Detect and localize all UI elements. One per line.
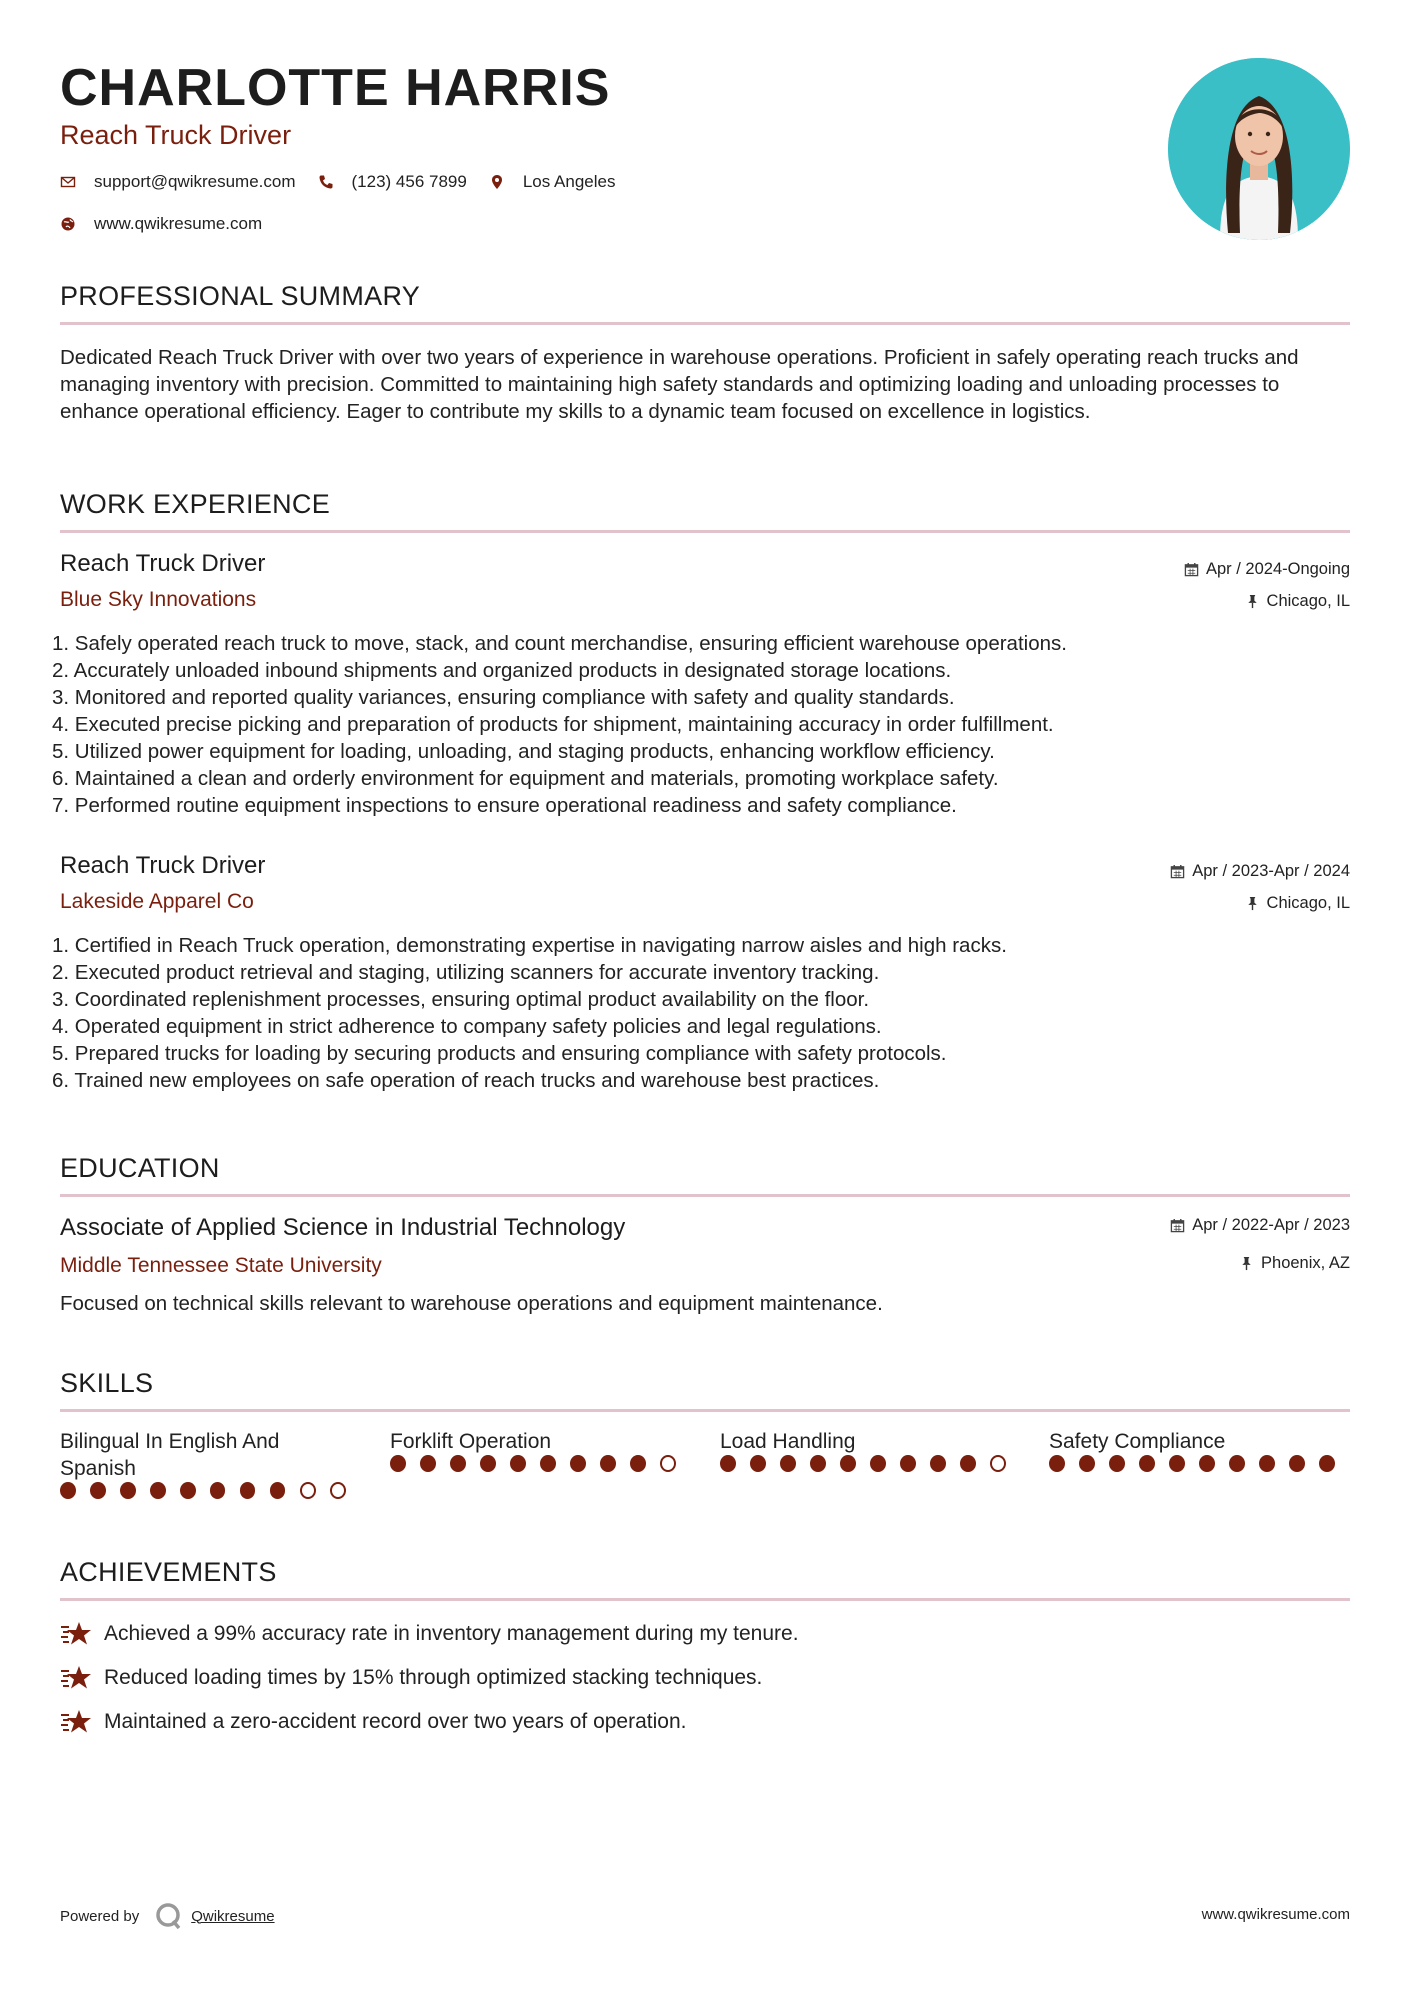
powered-by-label: Powered by: [60, 1907, 140, 1925]
pushpin-icon: [1245, 594, 1260, 609]
pushpin-icon: [1245, 896, 1260, 911]
skill-rating: [1049, 1455, 1349, 1472]
rating-dot-filled: [420, 1455, 436, 1472]
job-location: [1245, 592, 1350, 611]
qwikresume-logo-icon: [153, 1900, 185, 1932]
contact-email[interactable]: [60, 172, 296, 192]
section-divider: [60, 1409, 1350, 1412]
dates-text: Apr / 2023-Apr / 2024: [1192, 862, 1350, 880]
rating-dot-filled: [1049, 1455, 1065, 1472]
section-divider: [60, 1598, 1350, 1601]
contact-location: [489, 172, 616, 192]
rating-dot-filled: [480, 1455, 496, 1472]
education-heading: EDUCATION: [60, 1153, 220, 1183]
star-icon: [60, 1620, 92, 1648]
list-item: 2. Executed product retrieval and staging, utilizing scanners for accurate inventory tracking.: [52, 961, 880, 984]
phone-icon: [318, 174, 334, 190]
achievements-heading: ACHIEVEMENTS: [60, 1557, 277, 1587]
brand-link[interactable]: Qwikresume: [191, 1907, 275, 1925]
list-item: 6. Maintained a clean and orderly environment for equipment and materials, promoting workplace safety.: [52, 767, 999, 790]
rating-dot-filled: [780, 1455, 796, 1472]
section-divider: [60, 1194, 1350, 1197]
rating-dot-filled: [240, 1482, 256, 1499]
rating-dot-filled: [870, 1455, 886, 1472]
rating-dot-filled: [600, 1455, 616, 1472]
list-item: 1. Certified in Reach Truck operation, demonstrating expertise in navigating narrow aisles and high racks.: [52, 934, 1007, 957]
avatar: [1168, 58, 1350, 240]
rating-dot-empty: [300, 1482, 316, 1499]
footer-powered-by: [60, 1900, 275, 1932]
calendar-icon: [1184, 562, 1199, 577]
star-icon: [60, 1664, 92, 1692]
rating-dot-filled: [1139, 1455, 1155, 1472]
rating-dot-empty: [330, 1482, 346, 1499]
location-text: Chicago, IL: [1266, 894, 1350, 912]
rating-dot-filled: [210, 1482, 226, 1499]
star-icon: [60, 1708, 92, 1736]
job-title: Reach Truck Driver: [60, 852, 266, 879]
rating-dot-filled: [960, 1455, 976, 1472]
pushpin-icon: [1239, 1256, 1254, 1271]
rating-dot-filled: [1169, 1455, 1185, 1472]
rating-dot-filled: [1289, 1455, 1305, 1472]
job-bullets: [52, 630, 1352, 819]
job-bullets: [52, 932, 1352, 1094]
rating-dot-filled: [720, 1455, 736, 1472]
rating-dot-empty: [660, 1455, 676, 1472]
skills-heading: SKILLS: [60, 1368, 154, 1398]
achievement-item: [60, 1664, 762, 1692]
job-dates: [1184, 560, 1350, 579]
website-text: www.qwikresume.com: [94, 214, 263, 233]
rating-dot-filled: [1079, 1455, 1095, 1472]
achievement-text: Achieved a 99% accuracy rate in inventory management during my tenure.: [104, 1622, 799, 1645]
list-item: 1. Safely operated reach truck to move, stack, and count merchandise, ensuring efficient warehouse operations.: [52, 632, 1067, 655]
section-divider: [60, 322, 1350, 325]
skill-item: [1049, 1428, 1349, 1472]
location-text: Phoenix, AZ: [1261, 1254, 1350, 1272]
rating-dot-filled: [450, 1455, 466, 1472]
skill-rating: [390, 1455, 690, 1472]
list-item: 5. Utilized power equipment for loading, unloading, and staging products, enhancing workflow efficiency.: [52, 740, 995, 763]
rating-dot-filled: [390, 1455, 406, 1472]
map-pin-icon: [489, 174, 505, 190]
rating-dot-filled: [750, 1455, 766, 1472]
list-item: 2. Accurately unloaded inbound shipments and organized products in designated storage locations.: [52, 659, 952, 682]
rating-dot-filled: [1229, 1455, 1245, 1472]
list-item: 3. Monitored and reported quality variances, ensuring compliance with safety and quality standards.: [52, 686, 955, 709]
education-description: Focused on technical skills relevant to warehouse operations and equipment maintenance.: [60, 1292, 883, 1315]
skill-item: [720, 1428, 1020, 1472]
calendar-icon: [1170, 864, 1185, 879]
skill-item: [60, 1428, 360, 1499]
rating-dot-filled: [1259, 1455, 1275, 1472]
education-location: [1239, 1254, 1350, 1273]
achievement-item: [60, 1708, 686, 1736]
candidate-title: Reach Truck Driver: [60, 120, 292, 150]
skill-rating: [60, 1482, 360, 1499]
achievement-text: Reduced loading times by 15% through optimized stacking techniques.: [104, 1666, 763, 1689]
list-item: 7. Performed routine equipment inspections to ensure operational readiness and safety compliance.: [52, 794, 957, 817]
rating-dot-filled: [900, 1455, 916, 1472]
skill-name: Forklift Operation: [390, 1430, 552, 1453]
list-item: 4. Executed precise picking and preparation of products for shipment, maintaining accuracy in order fulfillment.: [52, 713, 1054, 736]
calendar-icon: [1170, 1218, 1185, 1233]
rating-dot-filled: [270, 1482, 286, 1499]
rating-dot-filled: [60, 1482, 76, 1499]
job-title: Reach Truck Driver: [60, 550, 266, 577]
location-text: Los Angeles: [522, 172, 616, 191]
contact-row-2: [60, 214, 284, 234]
rating-dot-filled: [180, 1482, 196, 1499]
rating-dot-filled: [570, 1455, 586, 1472]
section-divider: [60, 530, 1350, 533]
rating-dot-filled: [810, 1455, 826, 1472]
experience-heading: WORK EXPERIENCE: [60, 489, 331, 519]
rating-dot-filled: [840, 1455, 856, 1472]
education-dates: [1170, 1216, 1350, 1235]
list-item: 4. Operated equipment in strict adherence to company safety policies and legal regulations.: [52, 1015, 882, 1038]
skill-rating: [720, 1455, 1020, 1472]
dates-text: Apr / 2022-Apr / 2023: [1192, 1216, 1350, 1234]
summary-heading: PROFESSIONAL SUMMARY: [60, 281, 421, 311]
rating-dot-filled: [930, 1455, 946, 1472]
rating-dot-filled: [150, 1482, 166, 1499]
skill-name: Safety Compliance: [1049, 1430, 1226, 1453]
list-item: 5. Prepared trucks for loading by securing products and ensuring compliance with safety protocols.: [52, 1042, 947, 1065]
list-item: 3. Coordinated replenishment processes, ensuring optimal product availability on the floor.: [52, 988, 870, 1011]
envelope-icon: [60, 174, 76, 190]
achievement-item: [60, 1620, 799, 1648]
skill-name: Bilingual In English And Spanish: [60, 1430, 280, 1480]
rating-dot-filled: [120, 1482, 136, 1499]
rating-dot-empty: [990, 1455, 1006, 1472]
contact-website[interactable]: [60, 214, 262, 234]
company-name: Lakeside Apparel Co: [60, 890, 254, 913]
skill-item: [390, 1428, 690, 1472]
location-text: Chicago, IL: [1266, 592, 1350, 610]
rating-dot-filled: [510, 1455, 526, 1472]
phone-text: (123) 456 7899: [351, 172, 467, 191]
job-dates: [1170, 862, 1350, 881]
summary-text: Dedicated Reach Truck Driver with over two years of experience in warehouse operations. Proficient in safely operating reach trucks and managing inventory with precision. Committed to maintaining high safety standards and optimizing loading and unloading processes to enhance operational efficiency. Eager to contribute my skills to a dynamic team focused on excellence in logistics.: [60, 346, 1299, 423]
rating-dot-filled: [540, 1455, 556, 1472]
candidate-name: CHARLOTTE HARRIS: [60, 59, 611, 117]
company-name: Blue Sky Innovations: [60, 588, 257, 611]
email-text: support@qwikresume.com: [94, 172, 296, 191]
contact-row: [60, 172, 637, 192]
rating-dot-filled: [1109, 1455, 1125, 1472]
rating-dot-filled: [90, 1482, 106, 1499]
profile-photo: [1168, 58, 1350, 240]
footer-url[interactable]: www.qwikresume.com: [1201, 1906, 1350, 1923]
list-item: 6. Trained new employees on safe operation of reach trucks and warehouse best practices.: [52, 1069, 880, 1092]
degree-title: Associate of Applied Science in Industrial Technology: [60, 1214, 626, 1241]
rating-dot-filled: [1319, 1455, 1335, 1472]
skill-name: Load Handling: [720, 1430, 856, 1453]
rating-dot-filled: [630, 1455, 646, 1472]
rating-dot-filled: [1199, 1455, 1215, 1472]
achievement-text: Maintained a zero-accident record over two years of operation.: [104, 1710, 687, 1733]
contact-phone[interactable]: [318, 172, 467, 192]
school-name: Middle Tennessee State University: [60, 1254, 382, 1277]
globe-icon: [60, 216, 76, 232]
dates-text: Apr / 2024-Ongoing: [1205, 560, 1350, 578]
job-location: [1245, 894, 1350, 913]
